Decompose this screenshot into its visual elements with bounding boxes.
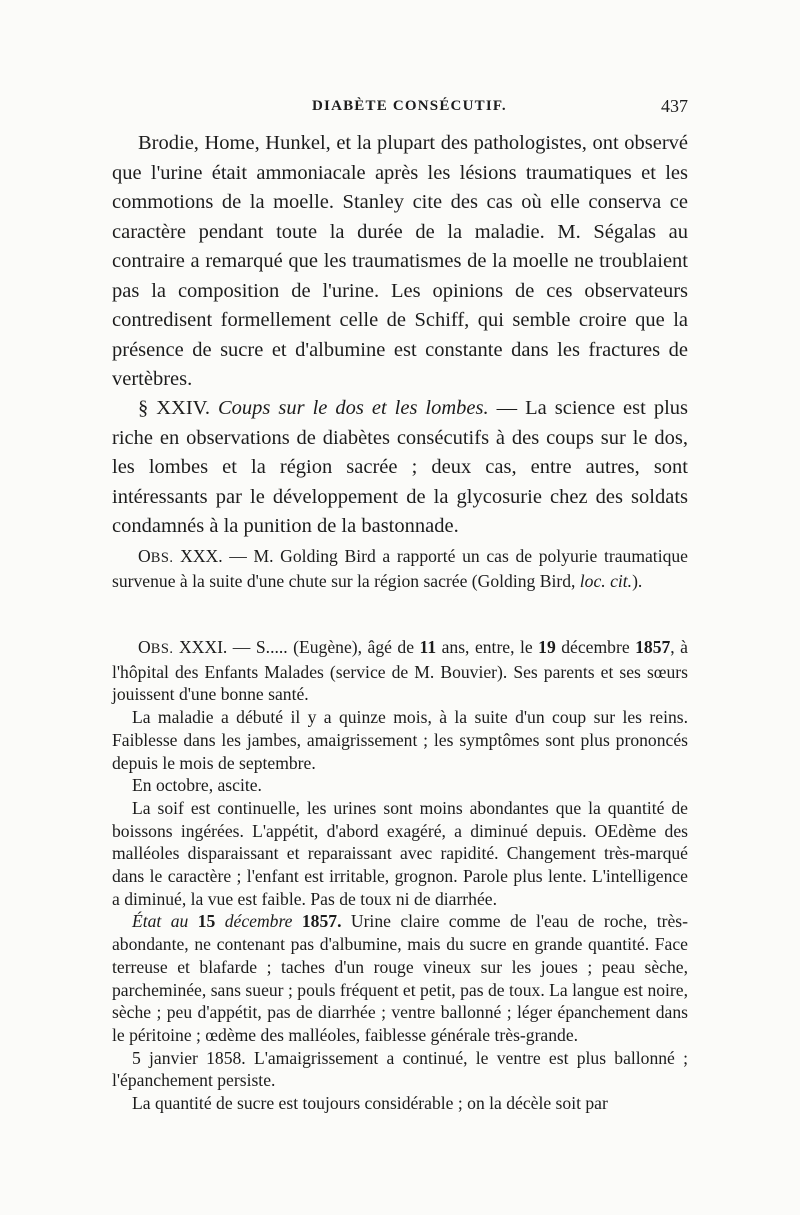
obs-xxxi-state-december: État au 15 décembre 1857. Urine claire comme de l'eau de roche, très-abondante, ne contenant pas d'albumine, mais du sucre en grande quantité. Face terreuse et blafarde ; taches d'un rouge vineux sur les joues ; peau sèche, parcheminée, sans sueur ; pouls fréquent et petit, pas de toux. La langue est noire, sèche ; peu d'appétit, pas de diarrhée ; ventre ballonné ; léger épanchement dans le péritoine ; œdème des malléoles, faiblesse générale très-grande. <box>112 911 688 1045</box>
obs-xxx-label: OBS. XXX. — <box>138 546 254 566</box>
obs-xxxi-ascites: En octobre, ascite. <box>132 775 262 796</box>
obs-xxxi-label: OBS. XXXI. — <box>138 637 256 657</box>
obs-xxxi-onset: La maladie a débuté il y a quinze mois, à la suite d'un coup sur les reins. Faiblesse dans les jambes, amaigrissement ; les symptômes sont plus prononcés depuis le mois de septembre. <box>112 707 688 773</box>
obs-xxxi-intro: OBS. XXXI. — S..... (Eugène), âgé de 11 ans, entre, le 19 décembre 1857, à l'hôpital des Enfants Malades (service de M. Bouvier). Ses parents et ses sœurs jouissent d'une bonne santé. <box>112 637 688 705</box>
section-title: Coups sur le dos et les lombes. <box>217 397 489 419</box>
obs-xxx-citation: loc. cit. <box>579 570 633 591</box>
obs-xxxi-symptoms: La soif est continuelle, les urines sont moins abondantes que la quantité de boissons ingérées. L'appétit, d'abord exagéré, a diminué depuis. OEdème des malléoles disparaissant et reparaissant avec rapidité. Changement très-marqué dans le caractère ; l'enfant est irritable, grognon. Parole plus lente. L'intelligence a diminué, la vue est faible. Pas de toux ni de diarrhée. <box>112 797 688 909</box>
obs-xxx-text: M. Golding Bird a rapporté un cas de polyurie traumatique survenue à la suite d'une chute sur la région sacrée (Golding Bird, <box>112 546 688 591</box>
page-number: 437 <box>661 96 688 116</box>
section-xxiv <box>112 394 688 542</box>
running-title: DIABÈTE CONSÉCUTIF. <box>312 98 507 114</box>
obs-xxxi-january: 5 janvier 1858. L'amaigrissement a continué, le ventre est plus ballonné ; l'épanchement persiste. <box>112 1047 688 1091</box>
page-header <box>112 96 688 122</box>
obs-xxxi-sugar: La quantité de sucre est toujours considérable ; on la décèle soit par <box>132 1093 608 1114</box>
paragraph-pathologists: Brodie, Home, Hunkel, et la plupart des pathologistes, ont observé que l'urine était ammoniacale après les lésions traumatiques et les commotions de la moelle. Stanley cite des cas où elle conserva ce caractère pendant toute la durée de la maladie. M. Ségalas au contraire a remarqué que les traumatismes de la moelle ne troublaient pas la composition de l'urine. Les opinions de ces observateurs contredisent formellement celle de Schiff, qui semble croire que la présence de sucre et d'albumine est constante dans les fractures de vertèbres. <box>112 132 688 390</box>
section-number: § XXIV. <box>138 397 210 419</box>
observation-xxx: OBS. XXX. — M. Golding Bird a rapporté un cas de polyurie traumatique survenue à la suite d'une chute sur la région sacrée (Golding Bird, loc. cit.). <box>112 546 688 591</box>
section-text: La science est plus riche en observations de diabètes consécutifs à des coups sur le dos, les lombes et la région sacrée ; deux cas, entre autres, sont intéressants par le développement de la glycosurie chez des soldats condamnés à la punition de la bastonnade. <box>112 397 689 537</box>
observation-xxxi <box>112 636 688 1115</box>
section-dash: — <box>488 397 526 419</box>
